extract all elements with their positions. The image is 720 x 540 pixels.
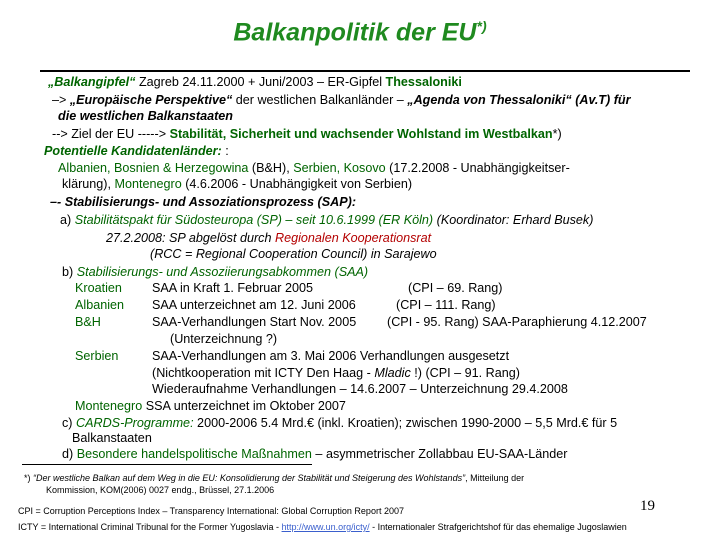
row-cpi-albanien: (CPI – 111. Rang): [396, 298, 496, 312]
row-text-serbien: SAA-Verhandlungen am 3. Mai 2006 Verhandlungen ausgesetzt: [152, 349, 510, 363]
row-label-serbien: Serbien: [75, 349, 119, 363]
row-cpi-bh: (CPI - 95. Rang) SAA-Paraphierung 4.12.2007: [387, 315, 647, 329]
text-line-6: Albanien, Bosnien & Herzegowina (B&H), Serbien, Kosovo (17.2.2008 - Unabhängigkeitser-: [58, 161, 570, 175]
icty-link[interactable]: http://www.un.org/icty/: [281, 522, 370, 532]
footnote-divider: [22, 464, 312, 465]
footnote-cpi: CPI = Corruption Perceptions Index – Transparency International: Global Corruption Report 2007: [18, 506, 404, 516]
footnote-1-cont: Kommission, KOM(2006) 0027 endg., Brüssel, 27.1.2006: [46, 485, 275, 495]
row-montenegro: Montenegro SSA unterzeichnet im Oktober 2007: [75, 399, 346, 413]
text-line-5: Potentielle Kandidatenländer: :: [44, 144, 229, 158]
title-footnote-mark: *): [476, 18, 487, 34]
row-text-albanien: SAA unterzeichnet am 12. Juni 2006: [152, 298, 356, 312]
footnote-icty: ICTY = International Criminal Tribunal for the Former Yugoslavia - http://www.un.org/icty/ - Internationaler Strafgerichtshof für das ehemalige Jugoslawien: [18, 522, 627, 532]
text-line-2: –> „Europäische Perspektive“ der westlichen Balkanländer – „Agenda von Thessaloniki“ (Av.T) für: [52, 93, 631, 107]
page-number: 19: [640, 498, 655, 514]
text-line-10: 27.2.2008: SP abgelöst durch Regionalen Kooperationsrat: [106, 231, 432, 245]
text-line-d: d) Besondere handelspolitische Maßnahmen – asymmetrischer Zollabbau EU-SAA-Länder: [62, 447, 568, 461]
text-line-c-2: Balkanstaaten: [72, 431, 152, 445]
text-line-c: c) CARDS-Programme: 2000-2006 5.4 Mrd.€ (inkl. Kroatien); zwischen 1990-2000 – 5,5 Mrd.€ für 5: [62, 416, 618, 430]
text-line-11: (RCC = Regional Cooperation Council) in Sarajewo: [150, 247, 437, 261]
text-line-4: --> Ziel der EU -----> Stabilität, Sicherheit und wachsender Wohlstand im Westbalkan*): [52, 127, 562, 141]
row-text-kroatien: SAA in Kraft 1. Februar 2005: [152, 281, 314, 295]
row-text-bh: SAA-Verhandlungen Start Nov. 2005: [152, 315, 357, 329]
row-text-bh-2: (Unterzeichnung ?): [170, 332, 278, 346]
text-line-1: „Balkangipfel“ Zagreb 24.11.2000 + Juni/2003 – ER-Gipfel Thessaloniki: [48, 75, 462, 89]
row-text-serbien-2: (Nichtkooperation mit ICTY Den Haag - Mladic !) (CPI – 91. Rang): [152, 366, 520, 380]
page-title: Balkanpolitik der EU*): [233, 18, 487, 47]
text-line-9: a) Stabilitätspakt für Südosteuropa (SP) – seit 10.6.1999 (ER Köln) (Koordinator: Erhard Busek): [60, 213, 594, 227]
row-label-bh: B&H: [75, 315, 101, 329]
text-line-8: –- Stabilisierungs- und Assoziationsprozess (SAP):: [50, 195, 357, 209]
text-line-3: die westlichen Balkanstaaten: [58, 109, 233, 123]
title-rule: [40, 70, 690, 72]
row-label-albanien: Albanien: [75, 298, 125, 312]
text-line-7: klärung), Montenegro (4.6.2006 - Unabhängigkeit von Serbien): [62, 177, 413, 191]
row-text-serbien-3: Wiederaufnahme Verhandlungen – 14.6.2007 – Unterzeichnung 29.4.2008: [152, 382, 568, 396]
footnote-1: *) “Der westliche Balkan auf dem Weg in die EU: Konsolidierung der Stabilität und Steigerung des Wohlstands”, Mitteilung der: [24, 473, 525, 483]
row-label-kroatien: Kroatien: [75, 281, 122, 295]
row-cpi-kroatien: (CPI – 69. Rang): [408, 281, 503, 295]
text-line-12: b) Stabilisierungs- und Assoziierungsabkommen (SAA): [62, 265, 369, 279]
